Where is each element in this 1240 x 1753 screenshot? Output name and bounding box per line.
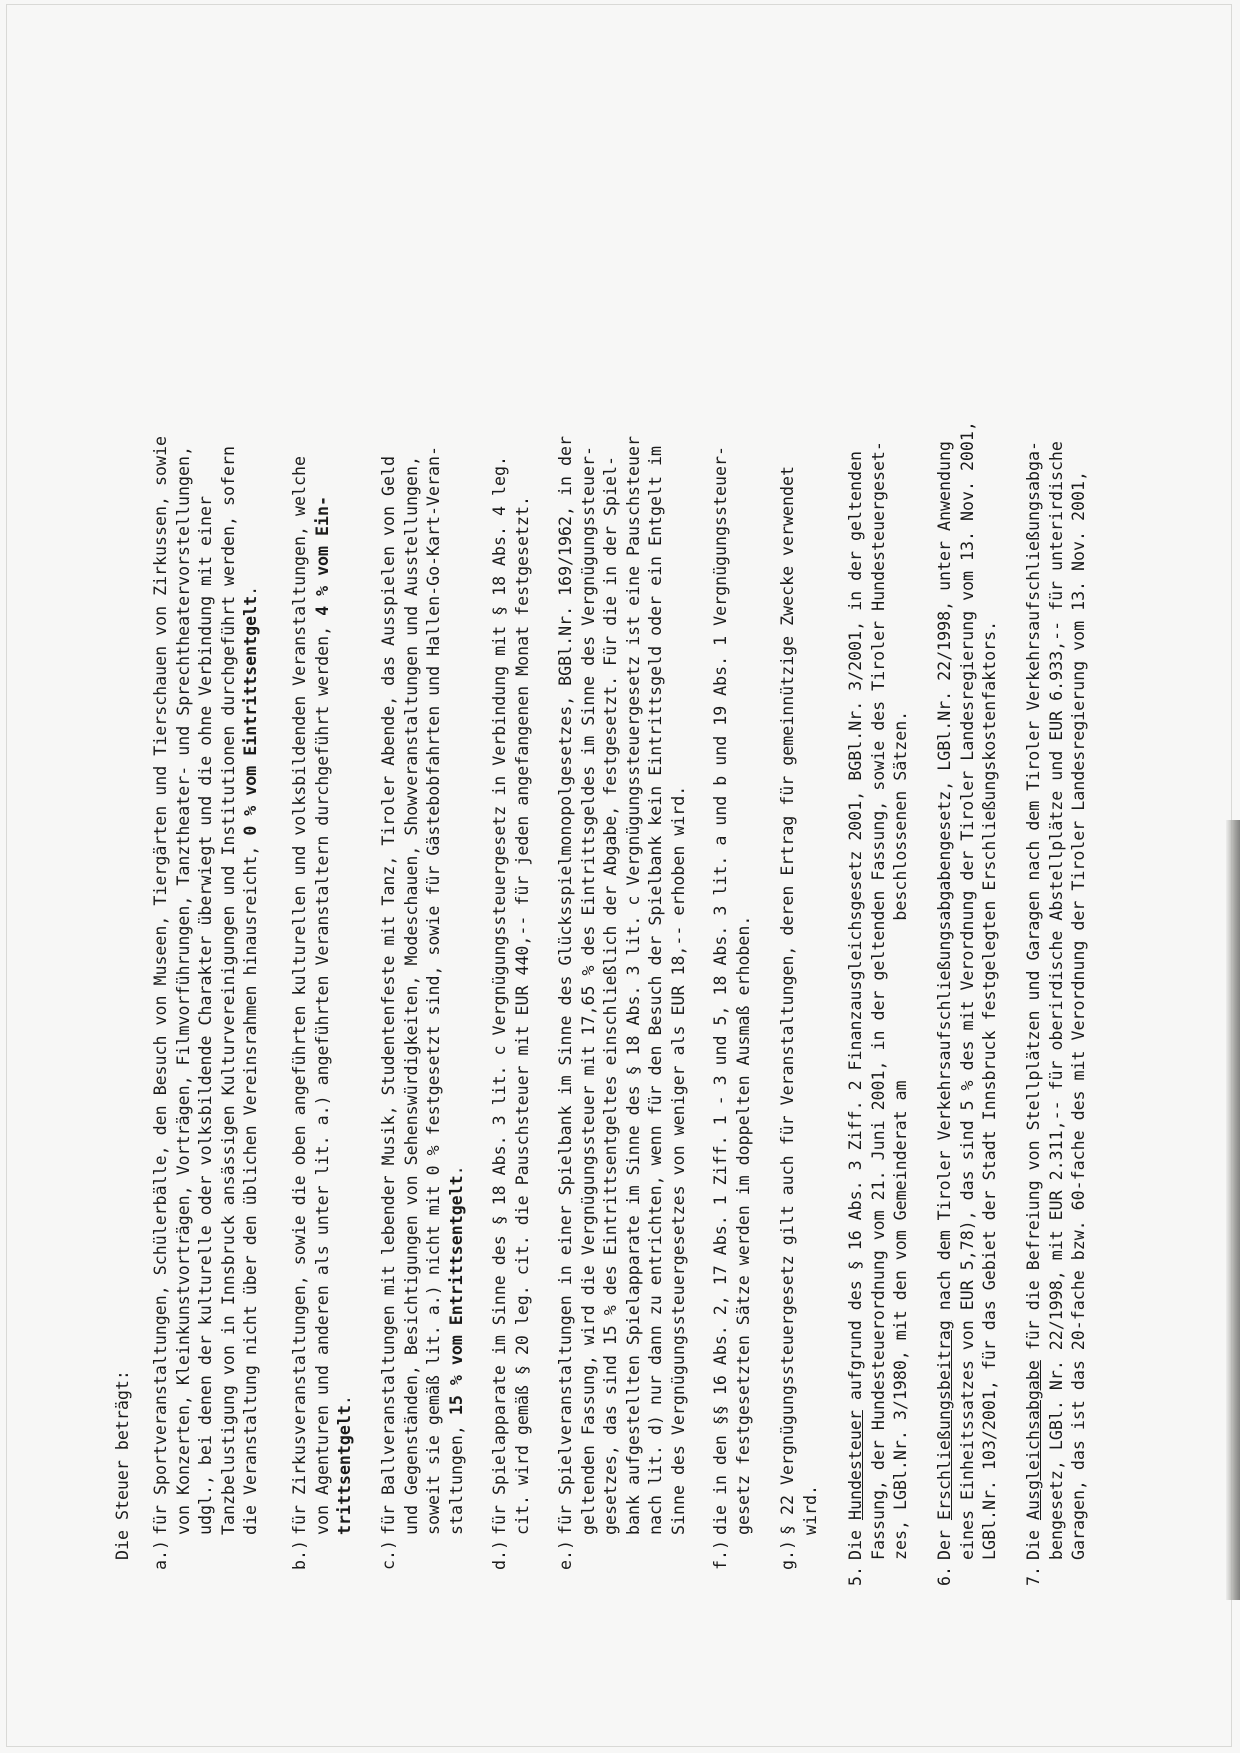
text-run: LGBl.Nr. 103/2001, für das Gebiet der Stadt Innsbruck festgelegten Erschließungskostenfaktors. [980,620,1000,1560]
bold-text: 15 % vom Entrittsentgelt [446,1175,466,1416]
text-line [1023,95,1046,1560]
text-line [868,95,891,1560]
text-run: eines Einheitssatzes von EUR 5,78), das sind 5 % des mit Verordnung der Tiroler Landesregierung vom 13. Nov. 2001, [957,421,977,1560]
text-line [512,95,535,1535]
bold-text: 0 % vom Eintrittsentgelt [241,595,261,836]
text-run: von Konzerten, Kleinkunstvorträgen, Vorträgen, Filmvorführungen, Tanztheater- und Sprechtheatervorstellungen, [173,446,193,1535]
item-body [710,95,755,1535]
text-run: die in den §§ 16 Abs. 2, 17 Abs. 1 Ziff. 1 - 3 und 5, 18 Abs. 3 lit. a und b und 19 Abs. 1 Vergnügungssteuer- [711,446,730,1535]
text-line [668,95,691,1535]
section-body [1023,95,1091,1560]
text-line [1046,95,1069,1560]
item-body [289,95,357,1535]
item-label: b.) [290,1540,309,1570]
text-line [555,95,578,1535]
item-label: f.) [711,1540,730,1570]
scanner-edge-shadow [1226,820,1240,1600]
text-run: zes, LGBl.Nr. 3/1980, mit den vom Gemeinderat am beschlossenen Sätzen. [891,710,911,1560]
text-line [578,95,601,1535]
text-run: gesetz festgesetzten Sätze werden im doppelten Ausmaß erhoben. [733,915,753,1535]
text-run: und Gegenständen, Besichtigungen von Sehenswürdigkeiten, Modeschauen, Showveranstaltungen und Ausstellungen, [401,456,421,1535]
text-run: für Spielapparate im Sinne des § 18 Abs. 3 lit. c Vergnügungssteuergesetz in Verbindung mit § 18 Abs. 4 leg. [490,456,509,1535]
text-line [890,95,913,1560]
text-run: Die [1024,1520,1043,1560]
item-label: d.) [490,1540,509,1570]
item-label: e.) [556,1540,575,1570]
item-label: a.) [151,1540,170,1570]
text-line [289,95,312,1535]
item-label: g.) [778,1540,797,1570]
text-run: Die [846,1520,865,1560]
item-body [777,95,822,1535]
text-run: wird. [800,1485,820,1535]
text-line [423,95,446,1535]
text-line [979,95,1002,1560]
text-line [446,95,469,1535]
text-line [600,95,623,1535]
text-line [710,95,733,1535]
text-line [401,95,424,1535]
rotated-document-text [112,60,1224,1586]
text-line [195,95,218,1535]
text-run: . [241,585,261,596]
text-line [645,95,668,1535]
item-body [489,95,534,1535]
text-run: . [335,1395,355,1406]
text-run: von Agenturen und anderen als unter lit. a.) angeführten Veranstaltern durchgeführt werden, [312,615,332,1535]
text-line [334,95,357,1535]
section-body [845,95,913,1560]
text-run: für Zirkusveranstaltungen, sowie die oben angeführten kulturellen und volksbildenden Veranstaltungen, welche [290,456,309,1535]
underlined-term: Erschließungsbeitrag [935,1320,954,1521]
text-line [845,95,868,1560]
text-line [777,95,800,1535]
text-run: cit. wird gemäß § 20 leg. cit. die Pauschsteuer mit EUR 440,-- für jeden angefangenen Monat festgesetzt. [512,496,532,1535]
text-run: Garagen, das ist das 20-fache bzw. 60-fache des mit Verordnung der Tiroler Landesregierung vom 13. Nov. 2001, [1069,471,1089,1560]
item-body [555,95,691,1535]
text-run: geltenden Fassung, wird die Vergnügungssteuer mit 17,65 % des Eintrittsgeldes im Sinne des Vergnügungssteuer- [578,446,598,1535]
text-run: bank aufgestellten Spielapparate im Sinne des § 18 Abs. 3 lit. c Vergnügungssteuergesetz ist eine Pauschsteuer [623,436,643,1535]
text-run: aufgrund des § 16 Abs. 3 Ziff. 2 Finanzausgleichsgesetz 2001, BGBl.Nr. 3/2001, in der geltenden [846,451,865,1411]
underlined-term: Hundesteuer [846,1410,865,1521]
item-label: c.) [379,1540,398,1570]
text-run: Fassung, der Hundesteuerordnung vom 21. Juni 2001, in der geltenden Fassung, sowie des Tiroler Hundesteuergeset- [868,441,888,1560]
text-line [623,95,646,1535]
text-run: Sinne des Vergnügungssteuergesetzes von weniger als EUR 18,-- erhoben wird. [668,785,688,1535]
text-line [733,95,756,1535]
item-body [378,95,468,1535]
text-run: bengesetz, LGBl. Nr. 22/1998, mit EUR 2.311,-- für oberirdische Abstellplätze und EUR 6.933,-- für unterirdische [1046,441,1066,1560]
text-run: § 22 Vergnügungssteuergesetz gilt auch für Veranstaltungen, deren Ertrag für gemeinnützige Zwecke verwendet [778,466,797,1535]
text-run: Tanzbelustigung von in Innsbruck ansässigen Kulturvereinigungen und Institutionen durchgeführt werden, sofern [218,446,238,1535]
section-number: 6. [935,1566,954,1586]
text-line [150,95,173,1535]
text-line [312,95,335,1535]
text-line [218,95,241,1535]
section-body [934,95,1002,1560]
text-run: für Ballveranstaltungen mit lebender Musik, Studentenfeste mit Tanz, Tiroler Abende, das Ausspielen von Geld [379,456,398,1535]
text-line [489,95,512,1535]
text-line [957,95,980,1560]
text-run: Der [935,1520,954,1560]
section-number: 7. [1024,1566,1043,1586]
text-run: für Spielveranstaltungen in einer Spielbank im Sinne des Glücksspielmonopolgesetzes, BGBl.Nr. 169/1962, in der [556,436,575,1535]
text-run: die Veranstaltung nicht über den üblichen Vereinsrahmen hinausreicht, [241,835,261,1535]
underlined-term: Ausgleichsabgabe [1024,1360,1043,1521]
text-line [1068,95,1091,1560]
bold-text: trittsentgelt [335,1405,355,1535]
text-run: für Sportveranstaltungen, Schülerbälle, den Besuch von Museen, Tiergärten und Tierschauen von Zirkussen, sowie [151,436,170,1535]
section-number: 5. [846,1566,865,1586]
text-line [378,95,401,1535]
text-run: staltungen, [446,1415,466,1535]
text-line [173,95,196,1535]
text-run: udgl., bei denen der kulturelle oder volksbildende Charakter überwiegt und die ohne Verbindung mit einer [196,496,216,1535]
text-run: . [446,1165,466,1176]
text-line [800,95,823,1535]
text-run: für die Befreiung von Stellplätzen und Garagen nach dem Tiroler Verkehrsaufschließungsabga- [1024,441,1043,1361]
item-body [150,95,263,1535]
text-run: nach lit. d) nur dann zu entrichten, wenn für den Besuch der Spielbank kein Eintrittsgeld oder ein Entgelt im [646,446,666,1535]
text-line [934,95,957,1560]
text-line [240,95,263,1535]
text-run: nach dem Tiroler Verkehrsaufschließungsabgabengesetz, LGBl.Nr. 22/1998, unter Anwendung [935,441,954,1321]
text-run: soweit sie gemäß lit. a.) nicht mit 0 % festgesetzt sind, sowie für Gästebobfahrten und Hallen-Go-Kart-Veran- [424,446,444,1535]
intro-line: Die Steuer beträgt: [113,1370,132,1560]
text-run: gesetzes, das sind 15 % des Eintrittsentgeltes einschließlich der Abgabe, festgesetzt. Für die in der Spiel- [601,456,621,1535]
bold-text: 4 % vom Ein- [312,496,332,616]
